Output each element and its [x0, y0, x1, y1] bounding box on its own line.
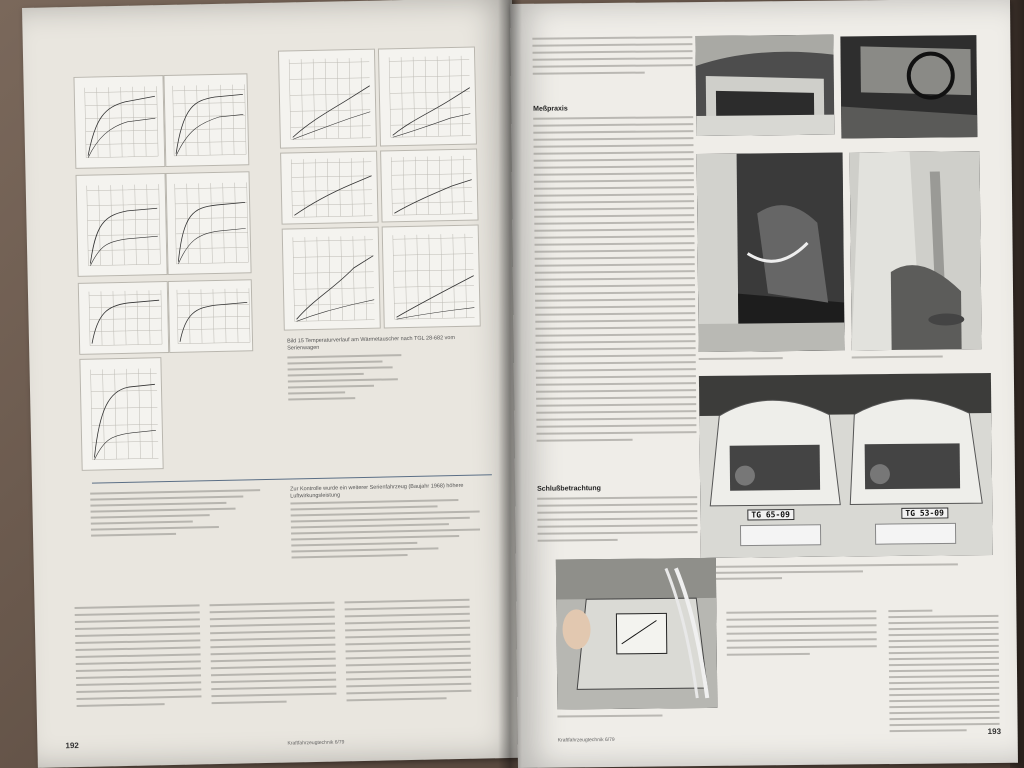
- body-column: [75, 604, 202, 712]
- figure-caption: Bild 15 Temperaturverlauf am Wärmetauscher nach TGL 28-682 vom Serienwagen: [286, 335, 456, 352]
- engine-compartment-photo: [699, 373, 993, 558]
- book-spine: [498, 0, 522, 768]
- car-interior-photo: [695, 35, 834, 136]
- caption-text: [90, 489, 261, 541]
- divider: [92, 474, 492, 483]
- body-column: [533, 116, 696, 447]
- chart-thumbnail: [382, 224, 481, 328]
- chart-thumbnail: [168, 279, 253, 353]
- body-column: [344, 599, 471, 707]
- chart-thumbnail: [282, 227, 381, 331]
- measuring-instrument-photo: [556, 558, 718, 710]
- body-column: [537, 496, 698, 547]
- photo-caption: [557, 714, 707, 722]
- chart-thumbnail: [380, 149, 478, 223]
- license-plate: TG 53-09: [901, 507, 948, 518]
- license-plate: TG 65-09: [747, 509, 794, 520]
- chart-thumbnail: [165, 171, 251, 275]
- page-number: 192: [65, 740, 79, 751]
- footer: Kraftfahrzeugtechnik 6/79: [287, 739, 345, 747]
- section-heading: Schlußbetrachtung: [537, 485, 601, 493]
- footer: Kraftfahrzeugtechnik 6/79: [557, 736, 615, 744]
- left-page: [22, 0, 528, 768]
- car-dashboard-photo: [840, 35, 977, 138]
- photo-caption: [852, 355, 982, 362]
- car-seat-photo: [850, 151, 982, 350]
- page-number: 193: [987, 726, 1002, 737]
- body-column: [210, 602, 337, 710]
- chart-thumbnail: [378, 47, 477, 147]
- chart-thumbnail: [280, 151, 378, 225]
- chart-thumbnail: [163, 73, 249, 167]
- chart-thumbnail: [278, 49, 377, 149]
- photo-caption: [701, 563, 971, 584]
- body-column: [726, 610, 877, 661]
- chart-thumbnail: [78, 281, 169, 355]
- chart-thumbnail: [76, 173, 168, 277]
- intro-text: [532, 36, 692, 80]
- table-title: Zur Kontrolle wurde ein weiterer Serienfahrzeug (Baujahr 1968) höhere Luftwirkungsleistung: [290, 482, 464, 500]
- references: [888, 609, 1002, 737]
- car-footwell-photo: [697, 153, 845, 353]
- photo-caption: [699, 357, 839, 364]
- chart-thumbnail: [79, 357, 163, 471]
- table-text: [290, 498, 501, 562]
- right-page: [510, 0, 1018, 768]
- table-text: [287, 353, 478, 405]
- section-heading: Meßpraxis: [533, 105, 568, 113]
- chart-thumbnail: [73, 75, 165, 169]
